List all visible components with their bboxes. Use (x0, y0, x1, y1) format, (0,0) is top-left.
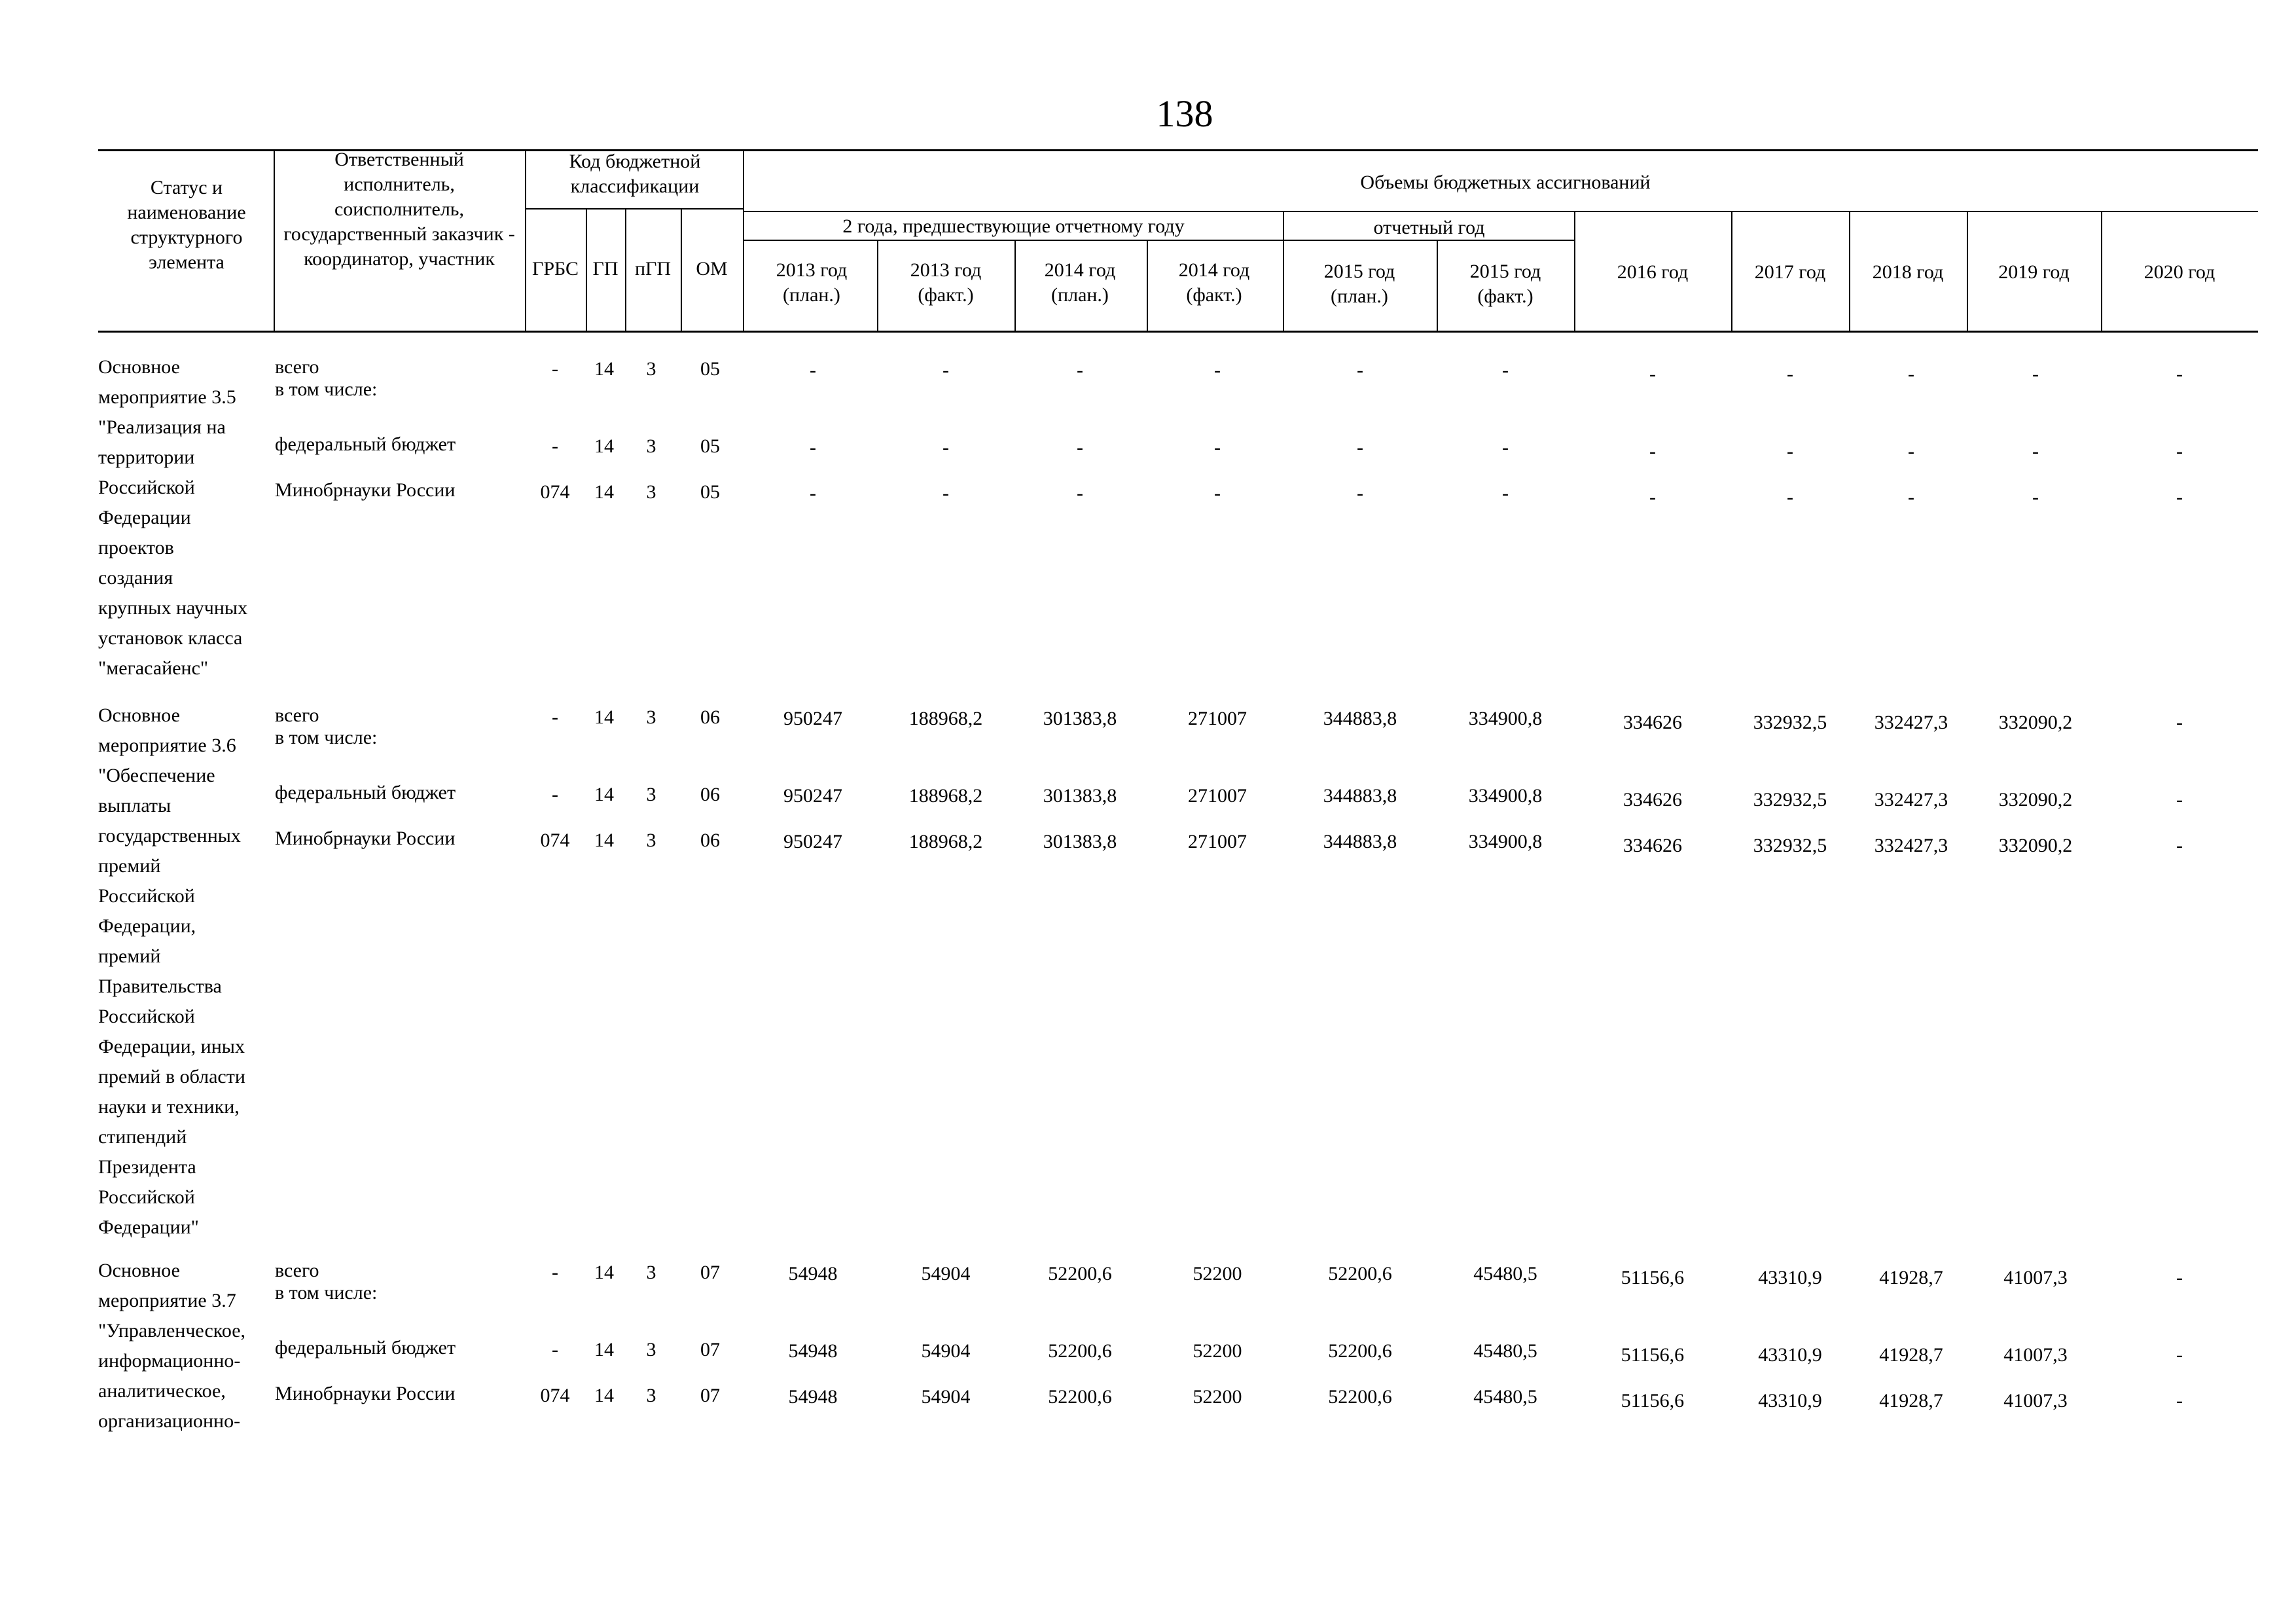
status-line: Федерации (98, 507, 191, 528)
header-2018: 2018 год (1872, 261, 1944, 283)
value-cell: - (1649, 363, 1656, 385)
code-cell-grbs: 074 (540, 481, 570, 503)
value-cell: - (1077, 483, 1083, 504)
code-cell-grbs: - (552, 706, 558, 728)
value-cell: 332427,3 (1874, 789, 1948, 811)
header-volumes: Объемы бюджетных ассигнований (1360, 172, 1651, 193)
header-prev-years: 2 года, предшествующие отчетному году (842, 215, 1185, 237)
value-cell: 51156,6 (1621, 1390, 1685, 1412)
value-cell: - (1502, 483, 1509, 504)
executor-label: Минобрнауки России (275, 479, 456, 501)
executor-label: всего (275, 1260, 319, 1281)
value-cell: 334900,8 (1468, 708, 1543, 729)
status-line: информационно- (98, 1350, 241, 1372)
value-cell: 54948 (788, 1386, 838, 1408)
value-cell: 41928,7 (1879, 1344, 1943, 1366)
value-cell: 52200,6 (1048, 1340, 1112, 1362)
code-cell-pgp: 3 (646, 830, 656, 851)
value-cell: 271007 (1188, 785, 1247, 807)
value-cell: - (810, 359, 816, 381)
value-cell: 332932,5 (1753, 712, 1827, 733)
value-cell: 45480,5 (1473, 1386, 1537, 1408)
status-line: Основное (98, 1260, 180, 1281)
header-pgp: пГП (634, 258, 672, 280)
value-cell: 54904 (921, 1340, 971, 1362)
executor-label: федеральный бюджет (275, 433, 456, 455)
value-cell: 52200 (1193, 1386, 1242, 1408)
col-sep (1147, 240, 1148, 333)
value-cell: - (2176, 441, 2183, 462)
value-cell: 332427,3 (1874, 712, 1948, 733)
value-cell: 950247 (783, 708, 842, 729)
value-cell: - (2176, 1344, 2183, 1366)
value-cell: - (1649, 486, 1656, 508)
value-cell: - (2176, 1267, 2183, 1288)
value-cell: 344883,8 (1323, 785, 1397, 807)
value-cell: 334626 (1623, 835, 1682, 856)
status-line: мероприятие 3.6 (98, 735, 236, 756)
value-cell: 332427,3 (1874, 835, 1948, 856)
code-cell-om: 06 (700, 830, 720, 851)
value-cell: 188968,2 (908, 785, 983, 807)
value-cell: 332090,2 (1998, 789, 2073, 811)
value-cell: 334626 (1623, 712, 1682, 733)
code-cell-om: 05 (700, 481, 720, 503)
header-2017: 2017 год (1754, 261, 1826, 283)
value-cell: - (1357, 437, 1363, 458)
status-line: премий в области (98, 1066, 245, 1087)
value-cell: 52200 (1193, 1340, 1242, 1362)
status-line: мероприятие 3.5 (98, 386, 236, 408)
status-line: Основное (98, 704, 180, 726)
status-line: крупных научных (98, 597, 248, 619)
header-2015-plan: 2015 год (план.) (1323, 261, 1395, 307)
value-cell: 41007,3 (2003, 1267, 2068, 1288)
value-cell: 52200,6 (1048, 1386, 1112, 1408)
value-cell: 41928,7 (1879, 1267, 1943, 1288)
subtitle-label: в том числе: (275, 1282, 378, 1304)
status-line: установок класса (98, 627, 243, 649)
code-cell-grbs: - (552, 358, 558, 380)
col-sep (274, 149, 275, 333)
value-cell: 271007 (1188, 708, 1247, 729)
code-cell-om: 07 (700, 1262, 720, 1283)
status-line: премий (98, 945, 161, 967)
col-sep (743, 149, 744, 333)
executor-label: Минобрнауки России (275, 828, 456, 849)
value-cell: 51156,6 (1621, 1344, 1685, 1366)
code-cell-pgp: 3 (646, 1339, 656, 1360)
value-cell: 52200,6 (1328, 1340, 1392, 1362)
executor-label: всего (275, 356, 319, 378)
subtitle-label: в том числе: (275, 727, 378, 748)
code-cell-pgp: 3 (646, 1262, 656, 1283)
header-2013-plan: 2013 год (план.) (776, 259, 848, 306)
status-line: Основное (98, 356, 180, 378)
col-sep (1014, 240, 1016, 333)
value-cell: 54904 (921, 1386, 971, 1408)
value-cell: 332932,5 (1753, 789, 1827, 811)
executor-label: федеральный бюджет (275, 1337, 456, 1359)
value-cell: 41007,3 (2003, 1344, 2068, 1366)
executor-label: всего (275, 704, 319, 726)
value-cell: - (1908, 486, 1914, 508)
header-gp: ГП (592, 258, 619, 280)
value-cell: 188968,2 (908, 708, 983, 729)
code-cell-grbs: - (552, 435, 558, 457)
value-cell: 334900,8 (1468, 831, 1543, 852)
value-cell: 51156,6 (1621, 1267, 1685, 1288)
value-cell: - (942, 483, 949, 504)
status-line: Российской (98, 1006, 195, 1027)
value-cell: - (2032, 363, 2039, 385)
code-cell-gp: 14 (594, 435, 614, 457)
header-status: Статус и наименование структурного элемента (127, 177, 246, 273)
value-cell: - (1214, 483, 1221, 504)
status-line: выплаты (98, 795, 171, 816)
value-cell: 344883,8 (1323, 708, 1397, 729)
status-line: Российской (98, 477, 195, 498)
status-line: Президента (98, 1156, 196, 1178)
value-cell: 332090,2 (1998, 712, 2073, 733)
status-line: премий (98, 855, 161, 877)
code-subrule (525, 208, 743, 210)
code-cell-gp: 14 (594, 1262, 614, 1283)
value-cell: 334626 (1623, 789, 1682, 811)
code-cell-om: 06 (700, 706, 720, 728)
header-2020: 2020 год (2144, 261, 2215, 283)
value-cell: - (2176, 712, 2183, 733)
status-line: проектов (98, 537, 174, 558)
value-cell: 43310,9 (1758, 1344, 1822, 1366)
value-cell: 45480,5 (1473, 1263, 1537, 1285)
status-line: государственных (98, 825, 241, 847)
status-line: "Реализация на (98, 416, 226, 438)
code-cell-gp: 14 (594, 1385, 614, 1406)
header-grbs: ГРБС (531, 258, 579, 280)
value-cell: 43310,9 (1758, 1390, 1822, 1412)
col-sep (877, 240, 878, 333)
col-sep (525, 149, 526, 333)
value-cell: 52200,6 (1328, 1386, 1392, 1408)
value-cell: 52200 (1193, 1263, 1242, 1285)
header-budget-code: Код бюджетной классификации (569, 151, 701, 197)
status-line: создания (98, 567, 173, 589)
value-cell: - (1357, 359, 1363, 381)
value-cell: 41007,3 (2003, 1390, 2068, 1412)
value-cell: - (2176, 1390, 2183, 1412)
executor-label: федеральный бюджет (275, 782, 456, 803)
code-cell-grbs: - (552, 1339, 558, 1360)
header-bottom-rule (98, 331, 2258, 333)
code-cell-gp: 14 (594, 481, 614, 503)
code-cell-gp: 14 (594, 706, 614, 728)
value-cell: - (1214, 359, 1221, 381)
value-cell: - (1214, 437, 1221, 458)
value-cell: 45480,5 (1473, 1340, 1537, 1362)
value-cell: - (2176, 486, 2183, 508)
code-cell-pgp: 3 (646, 358, 656, 380)
value-cell: - (1787, 486, 1793, 508)
value-cell: - (2032, 486, 2039, 508)
code-cell-grbs: - (552, 1262, 558, 1283)
value-cell: - (2176, 363, 2183, 385)
status-line: "Управленческое, (98, 1320, 246, 1341)
value-cell: 52200,6 (1048, 1263, 1112, 1285)
status-line: "Обеспечение (98, 765, 215, 786)
value-cell: - (1787, 441, 1793, 462)
value-cell: 41928,7 (1879, 1390, 1943, 1412)
value-cell: 301383,8 (1043, 831, 1117, 852)
value-cell: - (942, 359, 949, 381)
header-om: ОМ (696, 258, 728, 280)
header-2015-fact: 2015 год (факт.) (1469, 261, 1541, 307)
code-cell-pgp: 3 (646, 706, 656, 728)
value-cell: - (810, 437, 816, 458)
value-cell: 271007 (1188, 831, 1247, 852)
value-cell: 344883,8 (1323, 831, 1397, 852)
value-cell: 301383,8 (1043, 708, 1117, 729)
value-cell: - (2176, 835, 2183, 856)
value-cell: 54948 (788, 1340, 838, 1362)
code-cell-om: 05 (700, 435, 720, 457)
code-cell-pgp: 3 (646, 435, 656, 457)
code-cell-pgp: 3 (646, 1385, 656, 1406)
value-cell: - (1077, 437, 1083, 458)
status-line: Правительства (98, 976, 222, 997)
status-line: мероприятие 3.7 (98, 1290, 236, 1311)
value-cell: - (2032, 441, 2039, 462)
value-cell: 950247 (783, 831, 842, 852)
header-2014-fact: 2014 год (факт.) (1178, 259, 1250, 306)
code-cell-pgp: 3 (646, 784, 656, 805)
value-cell: 54904 (921, 1263, 971, 1285)
code-cell-gp: 14 (594, 1339, 614, 1360)
status-line: организационно- (98, 1410, 241, 1432)
value-cell: - (2176, 789, 2183, 811)
volumes-subrule (743, 211, 2258, 212)
value-cell: 950247 (783, 785, 842, 807)
status-line: аналитическое, (98, 1380, 226, 1402)
value-cell: 332932,5 (1753, 835, 1827, 856)
value-cell: 188968,2 (908, 831, 983, 852)
value-cell: - (1908, 441, 1914, 462)
status-line: Федерации, иных (98, 1036, 245, 1057)
code-cell-om: 07 (700, 1339, 720, 1360)
value-cell: - (1649, 441, 1656, 462)
code-cell-gp: 14 (594, 358, 614, 380)
header-2013-fact: 2013 год (факт.) (910, 259, 982, 306)
value-cell: - (942, 437, 949, 458)
code-cell-om: 06 (700, 784, 720, 805)
code-cell-om: 05 (700, 358, 720, 380)
executor-label: Минобрнауки России (275, 1383, 456, 1404)
value-cell: - (1077, 359, 1083, 381)
code-cell-gp: 14 (594, 830, 614, 851)
status-line: Российской (98, 1186, 195, 1208)
col-sep (1437, 240, 1438, 333)
header-2014-plan: 2014 год (план.) (1044, 259, 1116, 306)
value-cell: - (810, 483, 816, 504)
value-cell: 43310,9 (1758, 1267, 1822, 1288)
status-line: Федерации" (98, 1216, 199, 1238)
status-line: территории (98, 447, 195, 468)
status-line: науки и техники, (98, 1096, 240, 1118)
value-cell: 54948 (788, 1263, 838, 1285)
subtitle-label: в том числе: (275, 378, 378, 400)
value-cell: - (1357, 483, 1363, 504)
status-line: стипендий (98, 1126, 187, 1148)
value-cell: 52200,6 (1328, 1263, 1392, 1285)
value-cell: 332090,2 (1998, 835, 2073, 856)
header-executor: Ответственный исполнитель, соисполнитель, государственный заказчик - координатор, участник (283, 149, 515, 270)
status-line: "мегасайенс" (98, 657, 209, 679)
value-cell: 334900,8 (1468, 785, 1543, 807)
value-cell: - (1787, 363, 1793, 385)
value-cell: 301383,8 (1043, 785, 1117, 807)
value-cell: - (1502, 359, 1509, 381)
code-cell-pgp: 3 (646, 481, 656, 503)
code-cell-om: 07 (700, 1385, 720, 1406)
code-cell-grbs: - (552, 784, 558, 805)
header-2016: 2016 год (1617, 261, 1689, 283)
value-cell: - (1908, 363, 1914, 385)
value-cell: - (1502, 437, 1509, 458)
header-2019: 2019 год (1998, 261, 2070, 283)
header-report-year: отчетный год (1373, 217, 1485, 238)
page-number: 138 (1156, 92, 1213, 135)
code-cell-grbs: 074 (540, 830, 570, 851)
code-cell-grbs: 074 (540, 1385, 570, 1406)
code-cell-gp: 14 (594, 784, 614, 805)
status-line: Федерации, (98, 915, 196, 937)
status-line: Российской (98, 885, 195, 907)
